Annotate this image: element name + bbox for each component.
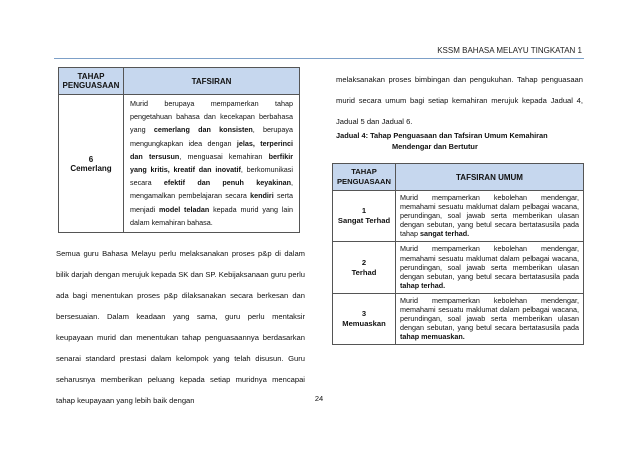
desc-text: Murid mempamerkan kebolehan mendengar, memahami sesuatu maklumat dalam pelbagai wacana, perundingan, soal jawab serta memberikan ulasan dengan sebutan, yang betul secara bertatasusila pada tahap bbox=[400, 193, 579, 239]
page-number: 24 bbox=[314, 394, 324, 403]
desc-bold: kendiri bbox=[250, 191, 274, 201]
jadual-4-table bbox=[332, 163, 584, 345]
document-header: KSSM BAHASA MELAYU TINGKATAN 1 bbox=[437, 46, 582, 55]
desc-text: serta menjadi bbox=[130, 191, 294, 214]
table-row bbox=[333, 293, 584, 344]
level-description bbox=[396, 191, 584, 242]
caption-line-2: Mendengar dan Bertutur bbox=[392, 142, 478, 151]
desc-text: Murid mempamerkan kebolehan mendengar, memahami sesuatu maklumat dalam pelbagai wacana, perundingan, soal jawab serta memberikan ulasan dengan sebutan, yang betul secara bertatasusila pada bbox=[400, 295, 579, 333]
desc-bold: tahap terhad. bbox=[400, 280, 446, 290]
level-number: 3 bbox=[361, 309, 367, 319]
desc-text: , berupaya mengungkapkan idea dengan bbox=[130, 125, 293, 148]
desc-bold: model teladan bbox=[159, 204, 210, 214]
level-name: Sangat Terhad bbox=[337, 216, 391, 226]
body-paragraph-left: Semua guru Bahasa Melayu perlu melaksanakan proses p&p di dalam bilik darjah dengan merujuk kepada SK dan SP. Kebijaksanaan guru perlu ada bagi menentukan proses p&p dilaksanakan secara berkesan dan bersesuaian. Dalam keadaan yang sama, guru perlu mentaksir keupayaan murid dan menentukan tahap penguasaannya berdasarkan senarai standard prestasi dalam kelompok yang telah disusun. Guru seharusnya memberikan peluang kepada setiap muridnya mencapai tahap keupayaan yang lebih baik dengan bbox=[56, 249, 305, 405]
level-cell bbox=[333, 191, 396, 242]
table-row bbox=[333, 191, 584, 242]
desc-bold: jelas, terperinci dan tersusun bbox=[130, 138, 293, 161]
table-header-tafsiran-umum: TAFSIRAN UMUM bbox=[396, 164, 584, 191]
level-cell bbox=[59, 95, 124, 233]
level-name: Cemerlang bbox=[70, 163, 112, 173]
level-description bbox=[396, 242, 584, 293]
desc-bold: cemerlang dan konsisten bbox=[153, 125, 253, 135]
desc-text: , menguasai kemahiran bbox=[179, 151, 269, 161]
level-number: 6 bbox=[88, 154, 94, 164]
desc-bold: sangat terhad. bbox=[419, 229, 470, 239]
body-paragraph-right: melaksanakan proses bimbingan dan pengukuhan. Tahap penguasaan murid secara umum bagi setiap kemahiran merujuk kepada Jadual 4, Jadual 5 dan Jadual 6. bbox=[336, 75, 583, 126]
desc-text: , mengamalkan pembelajaran secara bbox=[130, 178, 293, 201]
level-cell bbox=[333, 293, 396, 344]
desc-text: kepada murid yang lain dalam kemahiran bahasa. bbox=[130, 204, 293, 227]
level-name: Memuaskan bbox=[342, 319, 386, 329]
table-row bbox=[333, 242, 584, 293]
desc-text: , berkomunikasi secara bbox=[130, 165, 293, 188]
desc-text: Murid berupaya mempamerkan tahap pengetahuan bahasa dan kecekapan berbahasa yang bbox=[130, 99, 293, 135]
level-description bbox=[124, 95, 300, 233]
level-number: 2 bbox=[361, 257, 367, 267]
desc-bold: efektif dan penuh keyakinan bbox=[163, 178, 291, 188]
level-name: Terhad bbox=[351, 267, 377, 277]
header-rule bbox=[54, 58, 584, 59]
level-number: 1 bbox=[361, 206, 367, 216]
table-row bbox=[59, 95, 300, 233]
table-header-tahap: TAHAP PENGUASAAN bbox=[59, 68, 124, 95]
caption-line-1: Jadual 4: Tahap Penguasaan dan Tafsiran Umum Kemahiran bbox=[336, 131, 548, 140]
level-cell bbox=[333, 242, 396, 293]
desc-bold: tahap memuaskan. bbox=[400, 332, 465, 342]
tafsiran-table-cemerlang bbox=[58, 67, 300, 233]
table-header-tahap: TAHAP PENGUASAAN bbox=[333, 164, 396, 191]
table-caption bbox=[336, 130, 586, 152]
level-description bbox=[396, 293, 584, 344]
table-header-tafsiran: TAFSIRAN bbox=[124, 68, 300, 95]
desc-bold: berfikir yang kritis, kreatif dan inovatif bbox=[130, 151, 293, 175]
desc-text: Murid mempamerkan kebolehan mendengar, memahami sesuatu maklumat dalam pelbagai wacana, perundingan, soal jawab serta memberikan ulasan dengan sebutan, yang betul secara bertatasusila pada bbox=[400, 244, 579, 281]
